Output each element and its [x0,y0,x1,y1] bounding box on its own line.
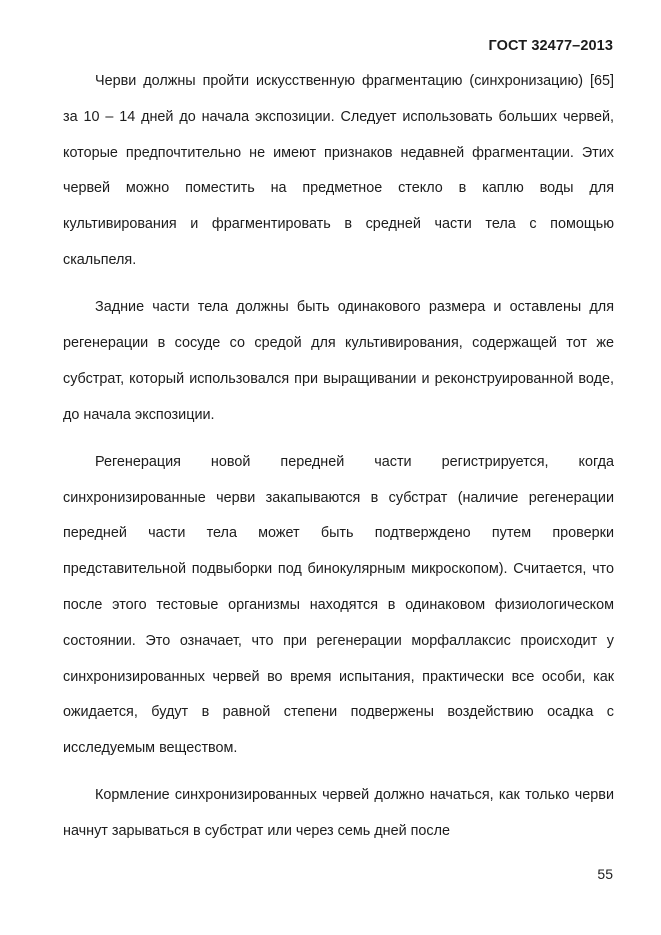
paragraph-fragmentation: Черви должны пройти искусственную фрагментацию (синхронизацию) [65] за 10 – 14 дней до начала экспозиции. Следует использовать больших червей, которые предпочтительно не имеют признаков недавней фрагментации. Этих червей можно поместить на предметное стекло в каплю воды для культивирования и фрагментировать в средней части тела с помощью скальпеля. [63,73,614,268]
paragraph-regeneration: Регенерация новой передней части регистрируется, когда синхронизированные черви закапываются в субстрат (наличие регенерации передней части тела может быть подтверждено путем проверки представительной подвыборки под бинокулярным микроскопом). Считается, что после этого тестовые организмы находятся в одинаковом физиологическом состоянии. Это означает, что при регенерации морфаллаксис происходит у синхронизированных червей во время испытания, практически все особи, как ожидается, будут в равной степени подвержены воздействию осадка с исследуемым веществом. [63,453,614,757]
document-body [63,64,614,861]
standard-header: ГОСТ 32477–2013 [488,38,613,54]
paragraph-posterior-parts: Задние части тела должны быть одинакового размера и оставлены для регенерации в сосуде со средой для культивирования, содержащей тот же субстрат, который использовался при выращивании и реконструированной воде, до начала экспозиции. [63,299,614,423]
page-number: 55 [597,866,613,882]
paragraph-feeding: Кормление синхронизированных червей должно начаться, как только черви начнут зарываться в субстрат или через семь дней после [63,787,614,840]
